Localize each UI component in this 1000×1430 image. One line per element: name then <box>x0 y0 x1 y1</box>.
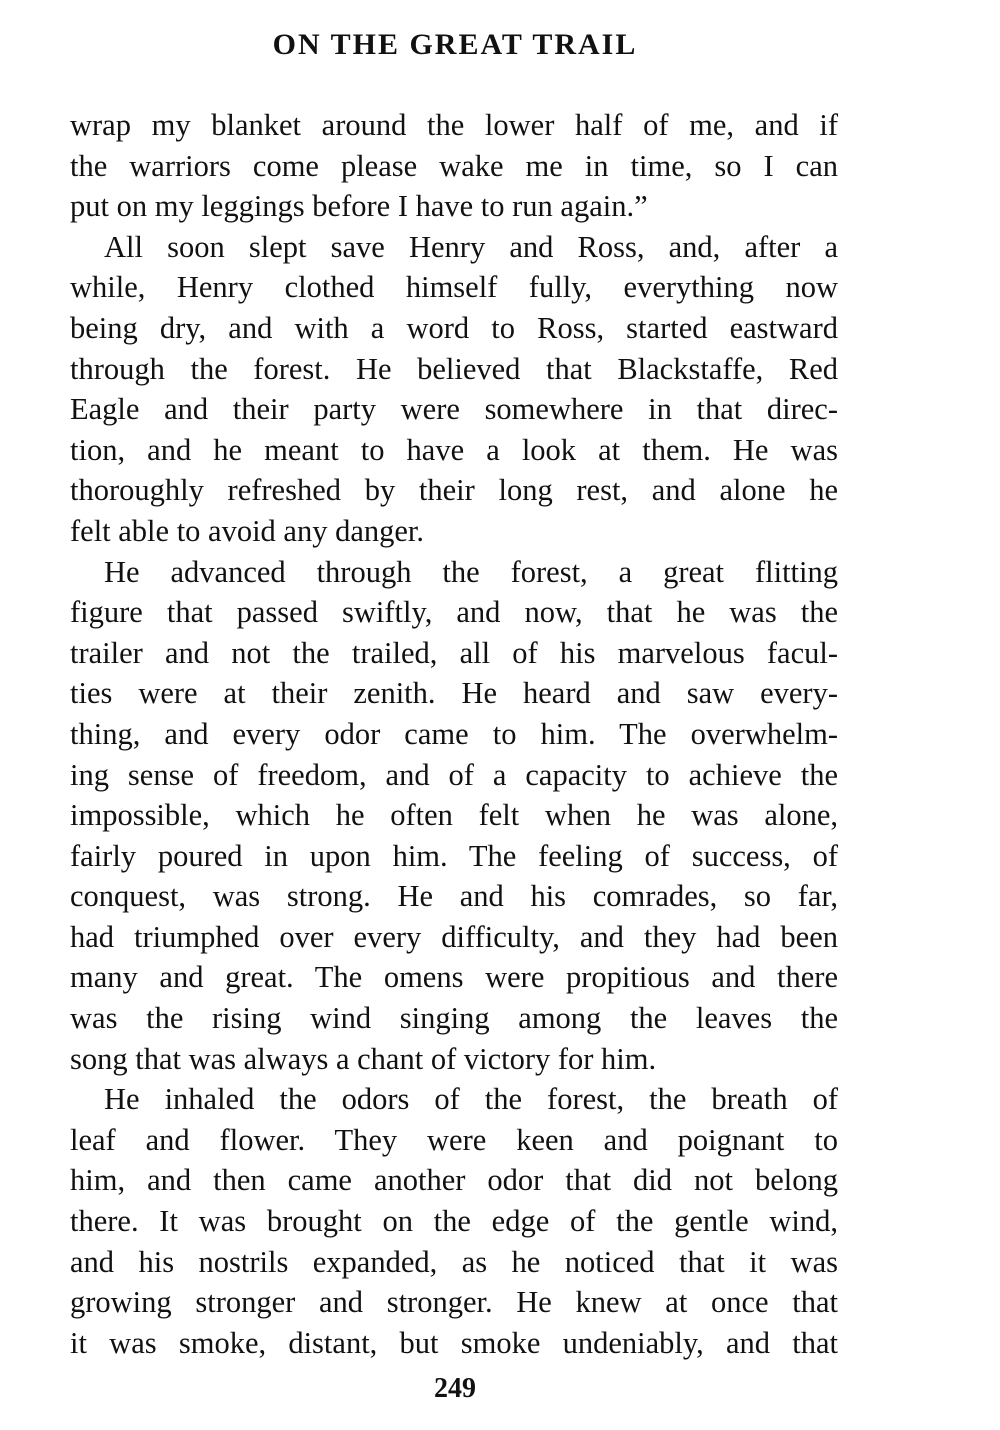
text-line: conquest, was strong. He and his comrades, so far, <box>70 879 838 914</box>
text-line: thing, and every odor came to him. The overwhelm- <box>70 716 838 751</box>
text-line: many and great. The omens were propitious and there <box>70 960 838 995</box>
text-line: him, and then came another odor that did not belong <box>70 1163 838 1198</box>
body-text <box>70 105 838 1363</box>
text-line: felt able to avoid any danger. <box>70 513 425 548</box>
text-line: growing stronger and stronger. He knew at once that <box>70 1285 838 1320</box>
text-line: figure that passed swiftly, and now, that he was the <box>70 595 838 630</box>
text-line: trailer and not the trailed, all of his marvelous facul- <box>70 635 838 670</box>
text-line: through the forest. He believed that Blackstaffe, Red <box>70 351 838 386</box>
paragraph-first-line: He inhaled the odors of the forest, the breath of <box>104 1082 838 1117</box>
text-line: wrap my blanket around the lower half of me, and if <box>70 108 838 142</box>
page-number: 249 <box>434 1373 476 1404</box>
text-line: there. It was brought on the edge of the gentle wind, <box>70 1204 838 1239</box>
paragraph-first-line: All soon slept save Henry and Ross, and, after a <box>104 229 838 264</box>
text-line: thoroughly refreshed by their long rest, and alone he <box>70 473 838 508</box>
text-line: had triumphed over every difficulty, and they had been <box>70 919 838 954</box>
text-line: it was smoke, distant, but smoke undeniably, and that <box>70 1325 838 1360</box>
text-line: while, Henry clothed himself fully, everything now <box>70 270 838 305</box>
text-line: being dry, and with a word to Ross, started eastward <box>70 310 838 345</box>
running-head: ON THE GREAT TRAIL <box>272 28 638 61</box>
text-line: ing sense of freedom, and of a capacity to achieve the <box>70 757 838 792</box>
text-line: song that was always a chant of victory for him. <box>70 1041 657 1076</box>
paragraph-first-line: He advanced through the forest, a great flitting <box>104 554 838 589</box>
text-line: the warriors come please wake me in time, so I can <box>70 148 838 183</box>
text-line: Eagle and their party were somewhere in that direc- <box>70 392 838 427</box>
text-line: fairly poured in upon him. The feeling of success, of <box>70 838 838 873</box>
text-line: impossible, which he often felt when he was alone, <box>70 798 838 833</box>
text-line: put on my leggings before I have to run again.” <box>70 189 648 224</box>
text-line: and his nostrils expanded, as he noticed that it was <box>70 1244 838 1279</box>
text-line: leaf and flower. They were keen and poignant to <box>70 1122 838 1157</box>
text-line: tion, and he meant to have a look at them. He was <box>70 432 838 467</box>
text-line: ties were at their zenith. He heard and saw every- <box>70 676 838 711</box>
text-line: was the rising wind singing among the leaves the <box>70 1001 838 1036</box>
